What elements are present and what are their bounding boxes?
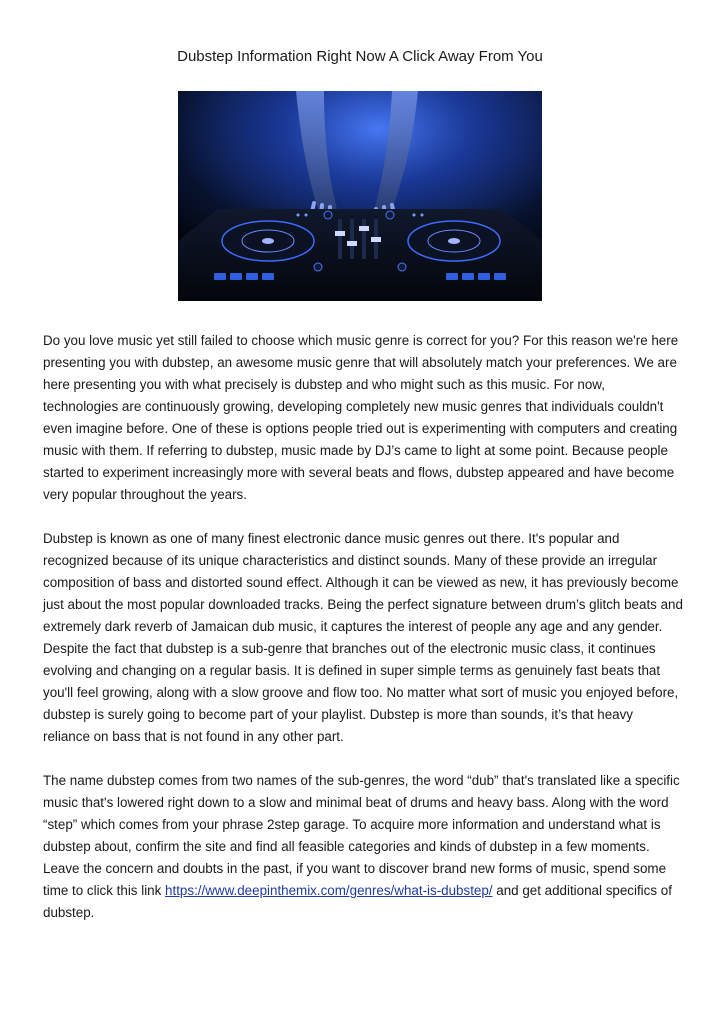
- dj-controller-photo: [178, 91, 542, 301]
- fader-cap-4: [371, 237, 381, 242]
- fader-track-2: [350, 219, 354, 259]
- fader-cap-2: [347, 241, 357, 246]
- fader-track-3: [362, 219, 366, 259]
- paragraph-3: [43, 770, 683, 924]
- fader-track-1: [338, 219, 342, 259]
- fader-cap-3: [359, 226, 369, 231]
- right-jog-center: [448, 238, 460, 244]
- paragraph-3-tail: and get additional specifics of dubstep.: [43, 883, 672, 920]
- page-title: Dubstep Information Right Now A Click Away From You: [177, 48, 543, 65]
- dubstep-info-link[interactable]: https://www.deepinthemix.com/genres/what-is-dubstep/: [165, 883, 493, 898]
- paragraph-3-text: The name dubstep comes from two names of the sub-genres, the word “dub” that's translated like a specific music that's lowered right down to a slow and minimal beat of drums and heavy bass. Along with the word “step” which comes from your phrase 2step garage. To acquire more information and understand what is dubstep about, confirm the site and find all feasible categories and kinds of dubstep in a few moments. Leave the concern and doubts in the past, if you want to discover brand new forms of music, spend some time to click this link: [43, 773, 680, 898]
- article-body: [43, 330, 683, 946]
- left-jog-center: [262, 238, 274, 244]
- fader-cap-1: [335, 231, 345, 236]
- paragraph-2: Dubstep is known as one of many finest electronic dance music genres out there. It's popular and recognized because of its unique characteristics and distinct sounds. Many of these provide an irregular composition of bass and distorted sound effect. Although it can be viewed as new, it has previously become just about the most popular downloaded tracks. Being the perfect signature between drum’s glitch beats and extremely dark reverb of Jamaican dub music, it captures the interest of people any age and any gender. Despite the fact that dubstep is a sub-genre that branches out of the electronic music class, it continues evolving and changing on a regular basis. It is defined in super simple terms as genuinely fast beats that you'll feel growing, along with a slow groove and flow too. No matter what sort of music you enjoyed before, dubstep is surely going to become part of your playlist. Dubstep is more than sounds, it’s that heavy reliance on bass that is not found in any other part.: [43, 531, 683, 744]
- dj-controller-illustration: [178, 91, 542, 301]
- paragraph-1: Do you love music yet still failed to choose which music genre is correct for you? For this reason we're here presenting you with dubstep, an awesome music genre that will absolutely match your preferences. We are here presenting you with what precisely is dubstep and who might such as this music. For now, technologies are continuously growing, developing completely new music genres that individuals couldn't even imagine before. One of these is options people tried out is experimenting with computers and creating music with them. If referring to dubstep, music made by DJ’s came to light at some point. Because people started to experiment increasingly more with several beats and flows, dubstep appeared and have become very popular throughout the years.: [43, 333, 679, 502]
